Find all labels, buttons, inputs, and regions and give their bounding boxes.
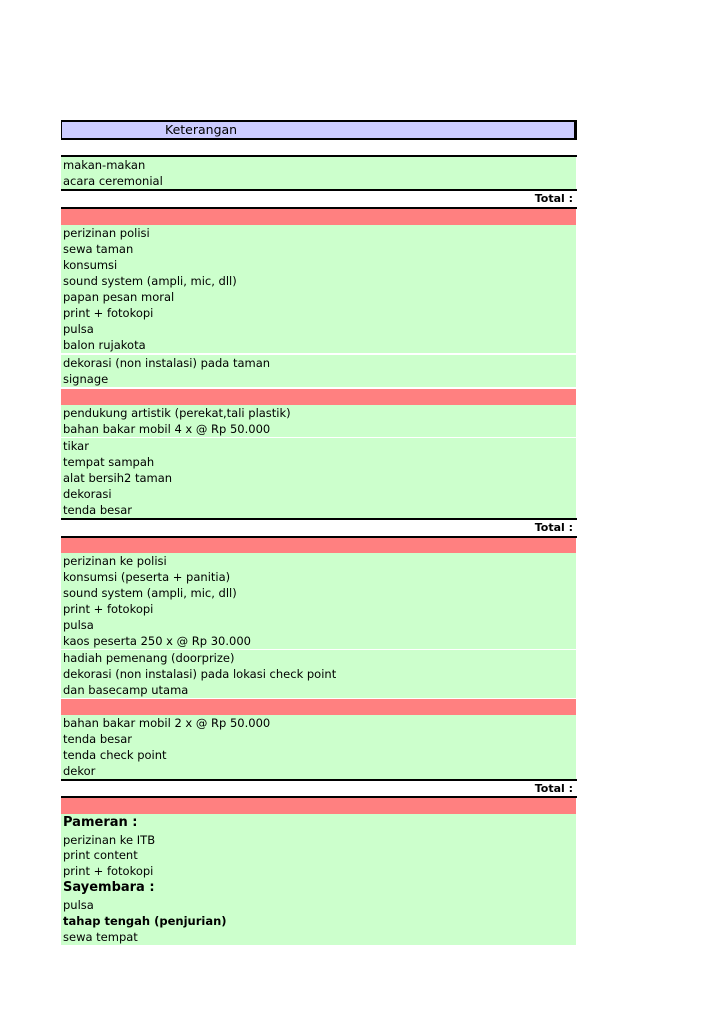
total-label: Total :	[61, 781, 576, 797]
list-item: tikar	[61, 438, 576, 454]
list-item: Pameran :	[61, 814, 576, 832]
list-item: perizinan polisi	[61, 225, 576, 241]
list-item: sewa tempat	[61, 929, 576, 945]
total-label: Total :	[61, 191, 576, 207]
list-item: dan basecamp utama	[61, 682, 576, 698]
list-item: acara ceremonial	[61, 173, 576, 189]
list-item: pulsa	[61, 321, 576, 337]
list-item: print + fotokopi	[61, 601, 576, 617]
column-header	[61, 120, 577, 140]
list-item: print + fotokopi	[61, 863, 576, 879]
list-item: dekor	[61, 763, 576, 779]
list-item: konsumsi	[61, 257, 576, 273]
list-item: kaos peserta 250 x @ Rp 30.000	[61, 633, 576, 649]
list-item: alat bersih2 taman	[61, 470, 576, 486]
section-header-row	[61, 209, 576, 225]
list-item: sound system (ampli, mic, dll)	[61, 585, 576, 601]
list-item: hadiah pemenang (doorprize)	[61, 650, 576, 666]
section-header-row	[61, 798, 576, 814]
list-item: perizinan ke polisi	[61, 553, 576, 569]
list-item: pulsa	[61, 897, 576, 913]
list-item: pulsa	[61, 617, 576, 633]
list-item: print content	[61, 847, 576, 863]
list-item: signage	[61, 371, 576, 387]
section-header-row	[61, 538, 576, 554]
list-item: papan pesan moral	[61, 289, 576, 305]
list-item: Sayembara :	[61, 879, 576, 897]
list-item: dekorasi	[61, 486, 576, 502]
list-item: sewa taman	[61, 241, 576, 257]
section-header-row	[61, 389, 576, 405]
list-item: tenda besar	[61, 502, 576, 518]
list-item: bahan bakar mobil 2 x @ Rp 50.000	[61, 715, 576, 731]
list-item: bahan bakar mobil 4 x @ Rp 50.000	[61, 421, 576, 437]
section-header-row	[61, 699, 576, 715]
list-item: tempat sampah	[61, 454, 576, 470]
list-item: print + fotokopi	[61, 305, 576, 321]
list-item: balon rujakota	[61, 337, 576, 353]
list-item: pendukung artistik (perekat,tali plastik)	[61, 405, 576, 421]
list-item: makan-makan	[61, 157, 576, 173]
list-item: tenda besar	[61, 731, 576, 747]
list-item: konsumsi (peserta + panitia)	[61, 569, 576, 585]
column-header-label: Keterangan	[165, 122, 238, 137]
list-item: tenda check point	[61, 747, 576, 763]
list-item: perizinan ke ITB	[61, 832, 576, 848]
total-label: Total :	[61, 520, 576, 536]
list-item: dekorasi (non instalasi) pada lokasi check point	[61, 666, 576, 682]
list-item: tahap tengah (penjurian)	[61, 913, 576, 929]
list-item: dekorasi (non instalasi) pada taman	[61, 355, 576, 371]
list-item: sound system (ampli, mic, dll)	[61, 273, 576, 289]
